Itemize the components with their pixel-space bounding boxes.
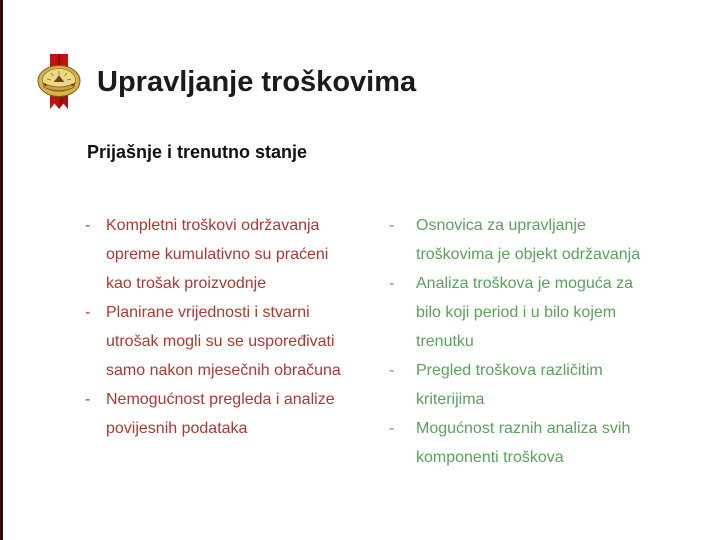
medal-ribbon-logo — [37, 53, 81, 113]
bullet-dash: - — [389, 275, 395, 292]
bullet-dash: - — [85, 391, 91, 408]
bullet-dash: - — [389, 420, 395, 437]
bullet-line: Analiza troškova je moguća za — [416, 275, 633, 292]
bullet-line: Pregled troškova različitim — [416, 362, 603, 379]
list-item — [389, 269, 699, 356]
list-item — [389, 211, 699, 269]
list-item — [85, 211, 385, 298]
list-item — [85, 298, 385, 385]
bullet-line: samo nakon mjesečnih obračuna — [106, 362, 341, 379]
bullet-dash: - — [85, 217, 91, 234]
page-title: Upravljanje troškovima — [97, 66, 417, 98]
right-column — [389, 211, 699, 472]
bullet-line: trenutku — [416, 333, 474, 350]
bullet-line: Planirane vrijednosti i stvarni — [106, 304, 310, 321]
bullet-line: Nemogućnost pregleda i analize — [106, 391, 335, 408]
bullet-line: opreme kumulativno su praćeni — [106, 246, 329, 263]
bullet-line: kriterijima — [416, 391, 485, 408]
list-item — [389, 414, 699, 472]
bullet-line: troškovima je objekt održavanja — [416, 246, 641, 263]
list-item — [85, 385, 385, 443]
bullet-line: utrošak mogli su se uspoređivati — [106, 333, 335, 350]
bullet-dash: - — [389, 217, 395, 234]
bullet-line: Osnovica za upravljanje — [416, 217, 586, 234]
bullet-line: bilo koji period i u bilo kojem — [416, 304, 617, 321]
bullet-dash: - — [389, 362, 395, 379]
left-column — [85, 211, 385, 443]
bullet-line: kao trošak proizvodnje — [106, 275, 267, 292]
bullet-dash: - — [85, 304, 91, 321]
slide-subtitle: Prijašnje i trenutno stanje — [87, 142, 308, 162]
bullet-line: komponenti troškova — [416, 449, 564, 466]
bullet-line: Mogućnost raznih analiza svih — [416, 420, 631, 437]
list-item — [389, 356, 699, 414]
bullet-line: Kompletni troškovi održavanja — [106, 217, 320, 234]
bullet-line: povijesnih podataka — [106, 420, 248, 437]
